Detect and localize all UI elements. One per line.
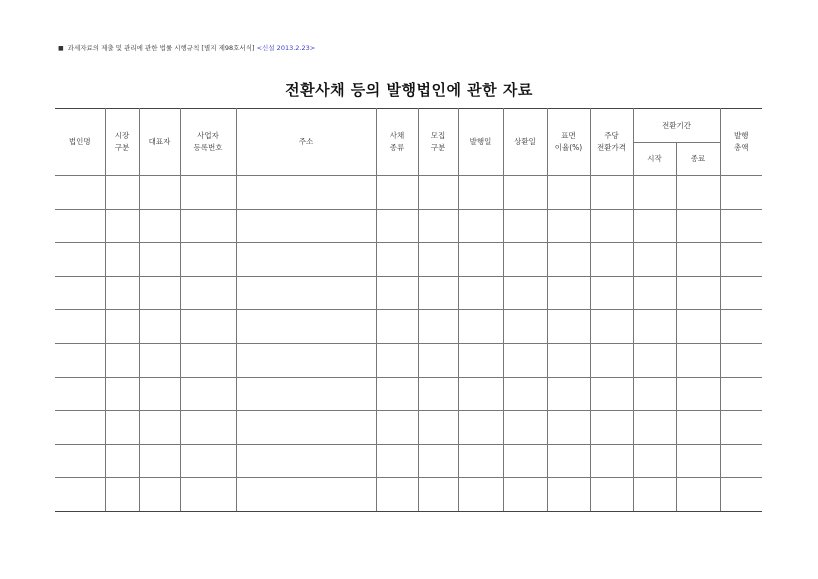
- table-cell[interactable]: [633, 243, 676, 277]
- table-cell[interactable]: [418, 343, 458, 377]
- table-cell[interactable]: [503, 411, 547, 445]
- table-cell[interactable]: [180, 176, 236, 210]
- table-cell[interactable]: [633, 310, 676, 344]
- table-cell[interactable]: [547, 209, 590, 243]
- table-cell[interactable]: [458, 276, 503, 310]
- col-conversion-period: 전환기간: [633, 109, 720, 143]
- table-cell[interactable]: [139, 276, 180, 310]
- table-cell[interactable]: [418, 276, 458, 310]
- col-market-type: 시장 구분: [105, 109, 139, 176]
- table-row: [55, 276, 762, 310]
- table-cell[interactable]: [139, 243, 180, 277]
- table-cell[interactable]: [720, 343, 762, 377]
- table-cell[interactable]: [633, 209, 676, 243]
- table-cell[interactable]: [676, 377, 720, 411]
- table-cell[interactable]: [376, 276, 418, 310]
- table-cell[interactable]: [105, 411, 139, 445]
- table-cell[interactable]: [503, 176, 547, 210]
- table-cell[interactable]: [590, 243, 633, 277]
- table-cell[interactable]: [236, 176, 376, 210]
- table-cell[interactable]: [633, 276, 676, 310]
- table-cell[interactable]: [547, 310, 590, 344]
- table-cell[interactable]: [503, 310, 547, 344]
- table-cell[interactable]: [376, 209, 418, 243]
- table-cell[interactable]: [633, 444, 676, 478]
- table-cell[interactable]: [676, 343, 720, 377]
- form-reference-text: 과세자료의 제출 및 관리에 관한 법률 시행규칙 [별지 제98호서식]: [67, 44, 255, 52]
- table-cell[interactable]: [55, 243, 105, 277]
- table-cell[interactable]: [458, 411, 503, 445]
- table-cell[interactable]: [720, 176, 762, 210]
- amendment-note: <신설 2013.2.23>: [256, 44, 316, 52]
- table-cell[interactable]: [236, 343, 376, 377]
- table-cell[interactable]: [105, 176, 139, 210]
- table-header-row: [55, 109, 762, 143]
- table-row: [55, 478, 762, 512]
- table-cell[interactable]: [55, 176, 105, 210]
- issuer-data-table: [55, 108, 762, 512]
- table-cell[interactable]: [458, 478, 503, 512]
- table-cell[interactable]: [503, 209, 547, 243]
- table-cell[interactable]: [547, 444, 590, 478]
- table-cell[interactable]: [139, 444, 180, 478]
- table-cell[interactable]: [55, 444, 105, 478]
- col-offering-type: 모집 구분: [418, 109, 458, 176]
- table-row: [55, 343, 762, 377]
- col-bond-type: 사채 종류: [376, 109, 418, 176]
- table-cell[interactable]: [376, 176, 418, 210]
- table-cell[interactable]: [105, 209, 139, 243]
- table-cell[interactable]: [55, 209, 105, 243]
- table-cell[interactable]: [376, 444, 418, 478]
- table-cell[interactable]: [236, 276, 376, 310]
- table-cell[interactable]: [418, 243, 458, 277]
- table-cell[interactable]: [633, 176, 676, 210]
- table-cell[interactable]: [139, 377, 180, 411]
- table-cell[interactable]: [633, 377, 676, 411]
- table-cell[interactable]: [590, 209, 633, 243]
- bullet-icon: ■: [58, 45, 64, 52]
- table-row: [55, 444, 762, 478]
- col-conversion-price: 주당 전환가격: [590, 109, 633, 176]
- table-cell[interactable]: [105, 243, 139, 277]
- col-biz-reg-no: 사업자 등록번호: [180, 109, 236, 176]
- table-cell[interactable]: [590, 377, 633, 411]
- table-cell[interactable]: [105, 478, 139, 512]
- page-title: 전환사채 등의 발행법인에 관한 자료: [285, 81, 533, 99]
- table-body: [55, 176, 762, 512]
- table-cell[interactable]: [503, 276, 547, 310]
- table-cell[interactable]: [180, 276, 236, 310]
- table-cell[interactable]: [458, 209, 503, 243]
- table-cell[interactable]: [418, 209, 458, 243]
- table-cell[interactable]: [376, 243, 418, 277]
- col-redemption-date: 상환일: [503, 109, 547, 176]
- table-cell[interactable]: [676, 310, 720, 344]
- table-cell[interactable]: [236, 243, 376, 277]
- table-cell[interactable]: [105, 310, 139, 344]
- table-cell[interactable]: [55, 276, 105, 310]
- table-cell[interactable]: [720, 243, 762, 277]
- col-corp-name: 법인명: [55, 109, 105, 176]
- table-cell[interactable]: [418, 478, 458, 512]
- table-cell[interactable]: [720, 444, 762, 478]
- table-cell[interactable]: [503, 377, 547, 411]
- table-cell[interactable]: [376, 478, 418, 512]
- table-cell[interactable]: [590, 478, 633, 512]
- table-cell[interactable]: [633, 343, 676, 377]
- table-cell[interactable]: [676, 478, 720, 512]
- table-cell[interactable]: [55, 377, 105, 411]
- table-row: [55, 411, 762, 445]
- table-cell[interactable]: [236, 310, 376, 344]
- table-row: [55, 377, 762, 411]
- table-cell[interactable]: [180, 444, 236, 478]
- table-cell[interactable]: [418, 411, 458, 445]
- table-cell[interactable]: [458, 243, 503, 277]
- table-cell[interactable]: [180, 411, 236, 445]
- table-cell[interactable]: [720, 209, 762, 243]
- table-cell[interactable]: [376, 310, 418, 344]
- table-cell[interactable]: [676, 243, 720, 277]
- table-cell[interactable]: [720, 478, 762, 512]
- table-row: [55, 209, 762, 243]
- table-cell[interactable]: [590, 411, 633, 445]
- table-cell[interactable]: [139, 411, 180, 445]
- table-cell[interactable]: [547, 243, 590, 277]
- table-cell[interactable]: [376, 343, 418, 377]
- table-cell[interactable]: [720, 377, 762, 411]
- form-reference-note: [58, 43, 315, 52]
- col-issue-date: 발행일: [458, 109, 503, 176]
- col-coupon-rate: 표면 이율(%): [547, 109, 590, 176]
- table-cell[interactable]: [139, 310, 180, 344]
- table-cell[interactable]: [676, 411, 720, 445]
- table-cell[interactable]: [547, 377, 590, 411]
- col-total-issue: 발행 총액: [720, 109, 762, 176]
- table-cell[interactable]: [139, 478, 180, 512]
- table-row: [55, 176, 762, 210]
- table-cell[interactable]: [547, 411, 590, 445]
- table-cell[interactable]: [547, 343, 590, 377]
- table-cell[interactable]: [139, 176, 180, 210]
- table-cell[interactable]: [236, 444, 376, 478]
- table-cell[interactable]: [180, 209, 236, 243]
- table-cell[interactable]: [633, 478, 676, 512]
- table-cell[interactable]: [105, 276, 139, 310]
- table-row: [55, 310, 762, 344]
- table-cell[interactable]: [180, 343, 236, 377]
- table-cell[interactable]: [503, 478, 547, 512]
- table-cell[interactable]: [720, 310, 762, 344]
- table-cell[interactable]: [590, 310, 633, 344]
- table-cell[interactable]: [55, 411, 105, 445]
- table-cell[interactable]: [720, 411, 762, 445]
- table-cell[interactable]: [418, 444, 458, 478]
- table-cell[interactable]: [590, 276, 633, 310]
- table-cell[interactable]: [55, 343, 105, 377]
- table-cell[interactable]: [676, 276, 720, 310]
- table-cell[interactable]: [503, 243, 547, 277]
- table-cell[interactable]: [236, 411, 376, 445]
- table-cell[interactable]: [236, 209, 376, 243]
- table-cell[interactable]: [376, 411, 418, 445]
- table-cell[interactable]: [236, 478, 376, 512]
- table-cell[interactable]: [676, 444, 720, 478]
- table-cell[interactable]: [458, 377, 503, 411]
- table-cell[interactable]: [547, 478, 590, 512]
- table-cell[interactable]: [458, 176, 503, 210]
- table-cell[interactable]: [590, 176, 633, 210]
- col-period-start: 시작: [633, 143, 676, 176]
- table-cell[interactable]: [180, 310, 236, 344]
- table-cell[interactable]: [590, 444, 633, 478]
- table-cell[interactable]: [676, 176, 720, 210]
- table-cell[interactable]: [458, 444, 503, 478]
- table-cell[interactable]: [105, 343, 139, 377]
- table-cell[interactable]: [180, 377, 236, 411]
- col-representative: 대표자: [139, 109, 180, 176]
- table-cell[interactable]: [376, 377, 418, 411]
- table-cell[interactable]: [105, 377, 139, 411]
- table-cell[interactable]: [633, 411, 676, 445]
- table-cell[interactable]: [547, 276, 590, 310]
- table-cell[interactable]: [676, 209, 720, 243]
- table-cell[interactable]: [503, 444, 547, 478]
- table-cell[interactable]: [418, 310, 458, 344]
- table-row: [55, 243, 762, 277]
- table-cell[interactable]: [503, 343, 547, 377]
- col-period-end: 종료: [676, 143, 720, 176]
- table-cell[interactable]: [180, 243, 236, 277]
- table-cell[interactable]: [547, 176, 590, 210]
- table-cell[interactable]: [236, 377, 376, 411]
- table-cell[interactable]: [180, 478, 236, 512]
- table-cell[interactable]: [720, 276, 762, 310]
- table-cell[interactable]: [458, 343, 503, 377]
- table-cell[interactable]: [55, 478, 105, 512]
- table-cell[interactable]: [55, 310, 105, 344]
- table-cell[interactable]: [458, 310, 503, 344]
- table-cell[interactable]: [139, 343, 180, 377]
- col-address: 주소: [236, 109, 376, 176]
- table-cell[interactable]: [418, 176, 458, 210]
- table-cell[interactable]: [418, 377, 458, 411]
- table-cell[interactable]: [105, 444, 139, 478]
- table-cell[interactable]: [139, 209, 180, 243]
- table-cell[interactable]: [590, 343, 633, 377]
